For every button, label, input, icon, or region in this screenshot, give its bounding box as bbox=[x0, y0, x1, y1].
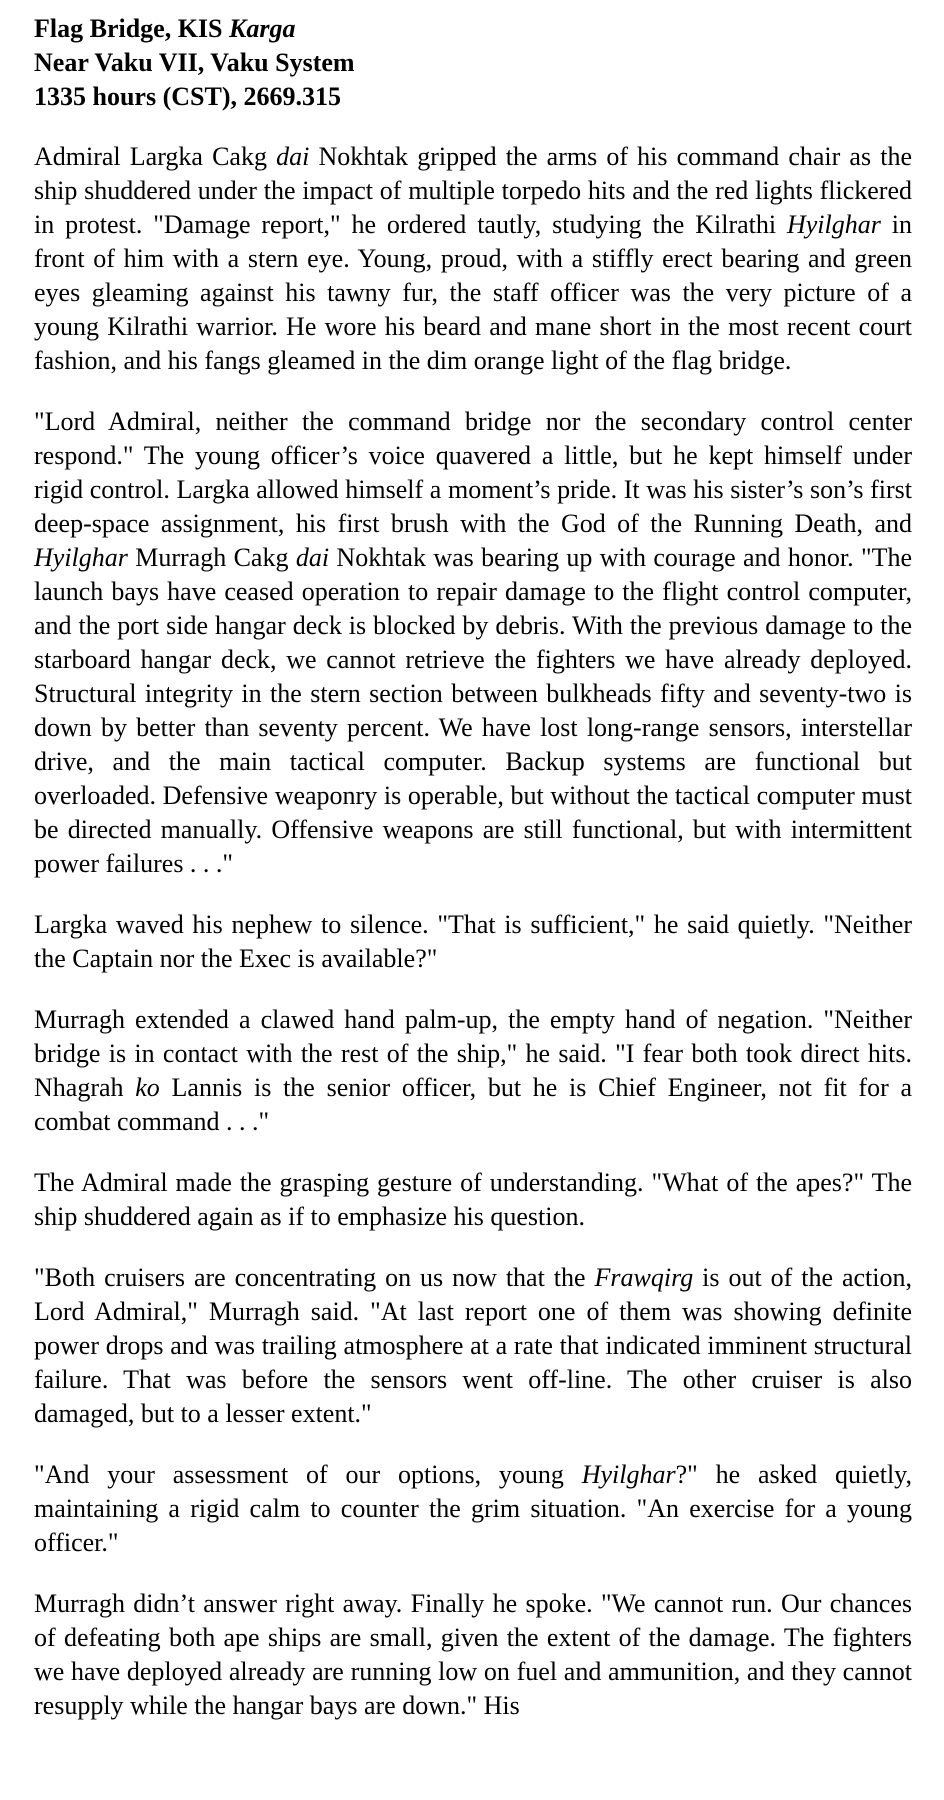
italic-text-segment: Hyilghar bbox=[581, 1460, 676, 1489]
paragraph bbox=[34, 1587, 912, 1723]
text-segment: ?" he asked quietly, maintaining a rigid calm to counter the grim situation. "An exercise for a young officer." bbox=[34, 1460, 912, 1557]
text-segment: Nokhtak was bearing up with courage and honor. "The launch bays have ceased operation to repair damage to the flight control computer, and the port side hangar deck is blocked by debris. With the previous damage to the starboard hangar deck, we cannot retrieve the fighters we have already deployed. Structural integrity in the stern section between bulkheads fifty and seventy-two is down by better than seventy percent. We have lost long-range sensors, interstellar drive, and the main tactical computer. Backup systems are functional but overloaded. Defensive weaponry is operable, but without the tactical computer must be directed manually. Offensive weapons are still functional, but with intermittent power failures . . ." bbox=[34, 543, 912, 878]
italic-text-segment: Karga bbox=[229, 14, 296, 43]
document-body bbox=[34, 140, 912, 1723]
italic-text-segment: Frawqirg bbox=[594, 1263, 694, 1292]
header-line bbox=[34, 46, 912, 80]
text-segment: Largka waved his nephew to silence. "That is sufficient," he said quietly. "Neither the Captain nor the Exec is available?" bbox=[34, 910, 912, 973]
header-line bbox=[34, 80, 912, 114]
paragraph bbox=[34, 405, 912, 881]
text-segment: "Both cruisers are concentrating on us now that the bbox=[34, 1263, 595, 1292]
paragraph bbox=[34, 1458, 912, 1560]
paragraph bbox=[34, 1166, 912, 1234]
italic-text-segment: dai bbox=[276, 142, 310, 171]
italic-text-segment: Hyilghar bbox=[34, 543, 128, 572]
header-line bbox=[34, 12, 912, 46]
text-segment: Lannis is the senior officer, but he is Chief Engineer, not fit for a combat command . . ." bbox=[34, 1073, 912, 1136]
paragraph bbox=[34, 140, 912, 378]
text-segment: "And your assessment of our options, young bbox=[34, 1460, 582, 1489]
paragraph bbox=[34, 908, 912, 976]
italic-text-segment: dai bbox=[295, 543, 330, 572]
text-segment: Murragh didn’t answer right away. Finally he spoke. "We cannot run. Our chances of defeating both ape ships are small, given the extent of the damage. The fighters we have deployed already are running low on fuel and ammunition, and they cannot resupply while the hangar bays are down." His bbox=[34, 1589, 912, 1720]
text-segment: Admiral Largka Cakg bbox=[34, 142, 277, 171]
text-segment: Murragh extended a clawed hand palm-up, the empty hand of negation. "Neither bridge is in contact with the rest of the ship," he said. "I fear both took direct hits. Nhagrah bbox=[34, 1005, 912, 1102]
text-segment: Nokhtak gripped the arms of his command chair as the ship shuddered under the impact of multiple torpedo hits and the red lights flickered in protest. "Damage report," he ordered tautly, studying the Kilrathi bbox=[34, 142, 912, 239]
text-segment: Murragh Cakg bbox=[127, 543, 296, 572]
text-segment: is out of the action, Lord Admiral," Murragh said. "At last report one of them was showing definite power drops and was trailing atmosphere at a rate that indicated imminent structural failure. That was before the sensors went off-line. The other cruiser is also damaged, but to a lesser extent." bbox=[34, 1263, 912, 1428]
document-header bbox=[34, 12, 912, 114]
text-segment: The Admiral made the grasping gesture of understanding. "What of the apes?" The ship shuddered again as if to emphasize his question. bbox=[34, 1168, 912, 1231]
text-segment: in front of him with a stern eye. Young, proud, with a stiffly erect bearing and green eyes gleaming against his tawny fur, the staff officer was the very picture of a young Kilrathi warrior. He wore his beard and mane short in the most recent court fashion, and his fangs gleamed in the dim orange light of the flag bridge. bbox=[34, 210, 912, 375]
text-segment: "Lord Admiral, neither the command bridge nor the secondary control center respond." The young officer’s voice quavered a little, but he kept himself under rigid control. Largka allowed himself a moment’s pride. It was his sister’s son’s first deep-space assignment, his first brush with the God of the Running Death, and bbox=[34, 407, 912, 538]
italic-text-segment: Hyilghar bbox=[786, 210, 881, 239]
text-segment: Flag Bridge, KIS bbox=[34, 14, 230, 43]
paragraph bbox=[34, 1003, 912, 1139]
paragraph bbox=[34, 1261, 912, 1431]
text-segment: Near Vaku VII, Vaku System bbox=[34, 48, 355, 77]
italic-text-segment: ko bbox=[135, 1073, 160, 1102]
text-segment: 1335 hours (CST), 2669.315 bbox=[34, 82, 341, 111]
